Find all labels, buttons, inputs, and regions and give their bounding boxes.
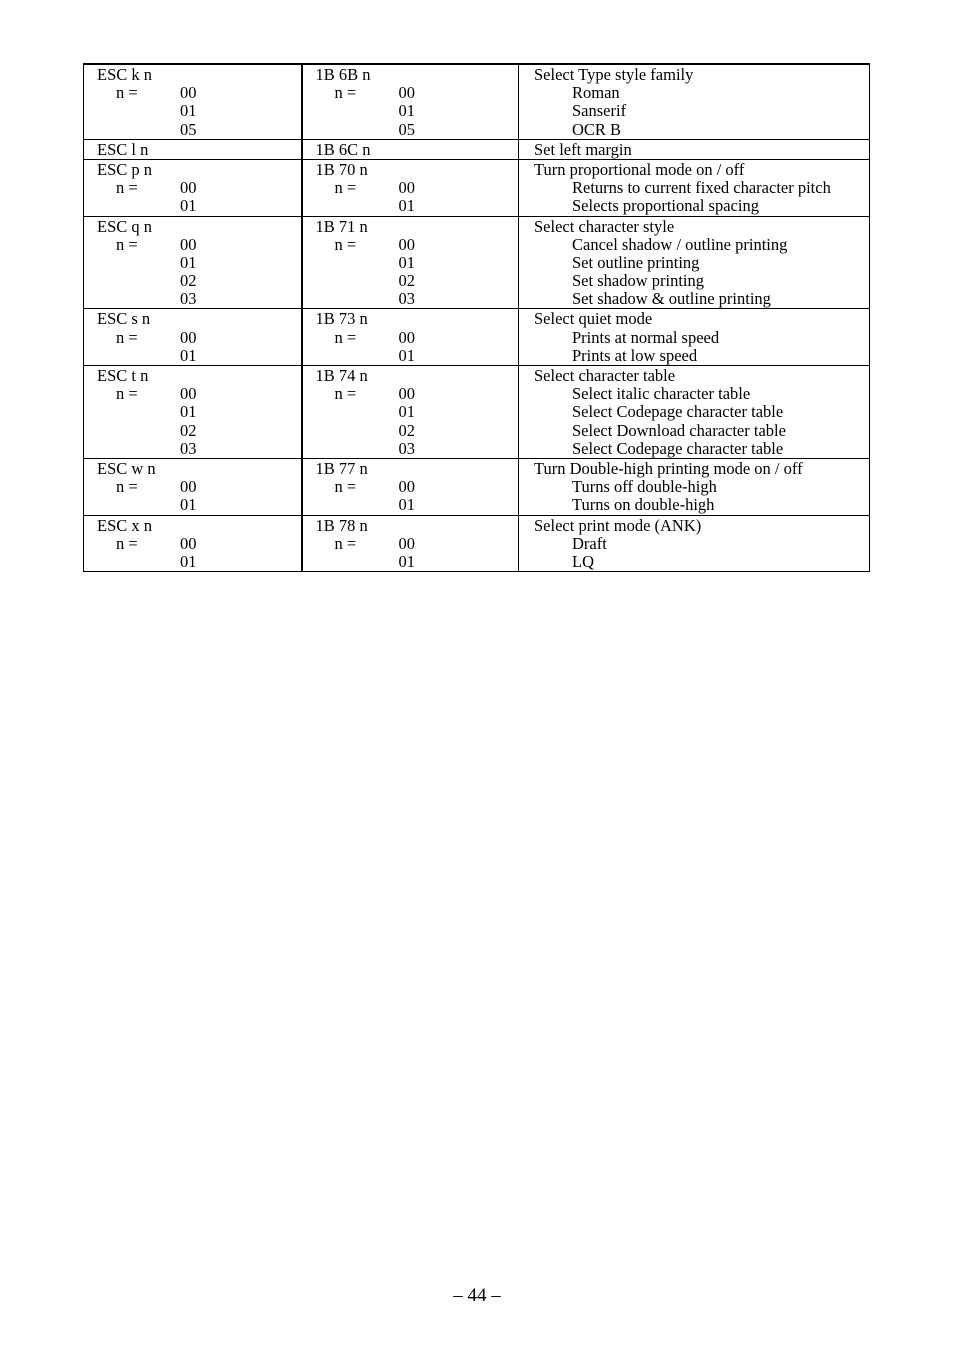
page-number: – 44 –: [453, 1285, 501, 1306]
option-description: Set shadow & outline printing: [572, 289, 771, 309]
parameter-line: [97, 403, 301, 421]
hex-code-cell: [302, 159, 519, 216]
command-row: [84, 515, 870, 572]
parameter-label: n =: [334, 234, 357, 254]
parameter-label: n =: [116, 384, 138, 404]
command-description: Turn proportional mode on / off: [534, 159, 745, 179]
description-cell: [519, 64, 870, 139]
parameter-line: [97, 553, 301, 571]
parameter-label: n =: [334, 533, 357, 553]
escape-sequence-cell: [84, 309, 302, 366]
option-description: Select Codepage character table: [572, 402, 784, 422]
option-description: Set shadow printing: [572, 271, 704, 291]
description-cell: [519, 309, 870, 366]
option-description: Cancel shadow / outline printing: [572, 234, 788, 254]
parameter-value: 00: [398, 327, 415, 347]
parameter-line: [97, 84, 301, 102]
parameter-value: 00: [180, 178, 197, 198]
hex-code-cell: [302, 216, 519, 309]
command-description: Set left margin: [534, 139, 632, 159]
parameter-label: n =: [116, 533, 138, 553]
parameter-line: [316, 496, 519, 514]
parameter-value: 01: [398, 345, 415, 365]
description-cell: [519, 515, 870, 572]
parameter-value: 03: [398, 289, 415, 309]
command-description: Select quiet mode: [534, 309, 653, 329]
parameter-line: [316, 553, 519, 571]
parameter-line: [97, 347, 301, 365]
parameter-label: n =: [116, 178, 138, 198]
escape-sequence-cell: [84, 366, 302, 459]
hex-code-cell: [302, 515, 519, 572]
parameter-line: [97, 440, 301, 458]
parameter-value: 03: [180, 438, 197, 458]
option-description: Selects proportional spacing: [572, 196, 759, 216]
parameter-value: 01: [180, 402, 197, 422]
parameter-value: 00: [398, 384, 415, 404]
parameter-value: 01: [180, 345, 197, 365]
parameter-line: [97, 329, 301, 347]
parameter-line: [316, 179, 519, 197]
parameter-value: 01: [180, 101, 197, 121]
parameter-value: 01: [180, 495, 197, 515]
parameter-value: 03: [398, 438, 415, 458]
parameter-line: [97, 236, 301, 254]
option-description: Turns off double-high: [572, 477, 717, 497]
parameter-value: 00: [398, 178, 415, 198]
option-description: Prints at low speed: [572, 345, 698, 365]
parameter-value: 00: [180, 477, 197, 497]
parameter-line: [97, 102, 301, 120]
command-code: ESC q n: [97, 216, 153, 236]
command-code: 1B 71 n: [315, 216, 368, 236]
parameter-line: [316, 422, 519, 440]
option-description: LQ: [572, 551, 594, 571]
parameter-line: [316, 440, 519, 458]
description-cell: [519, 216, 870, 309]
option-description: Set outline printing: [572, 252, 700, 272]
parameter-label: n =: [334, 327, 357, 347]
option-description: OCR B: [572, 119, 622, 139]
parameter-label: n =: [334, 477, 357, 497]
option-description: Returns to current fixed character pitch: [572, 178, 831, 198]
parameter-line: [97, 272, 301, 290]
escape-sequence-cell: [84, 159, 302, 216]
description-cell: [519, 139, 870, 159]
hex-code-cell: [302, 366, 519, 459]
parameter-line: [97, 121, 301, 139]
parameter-value: 01: [398, 495, 415, 515]
parameter-line: [316, 385, 519, 403]
parameter-line: [316, 403, 519, 421]
parameter-label: n =: [116, 234, 138, 254]
command-row: [84, 64, 870, 139]
command-code: ESC s n: [97, 309, 151, 329]
parameter-line: [316, 290, 519, 308]
parameter-value: 00: [180, 327, 197, 347]
command-description: Turn Double-high printing mode on / off: [534, 458, 803, 478]
command-description: Select character style: [534, 216, 675, 236]
command-code: ESC k n: [97, 65, 153, 84]
parameter-value: 02: [398, 420, 415, 440]
parameter-label: n =: [116, 83, 138, 103]
command-code: 1B 6C n: [315, 139, 371, 159]
parameter-value: 03: [180, 289, 197, 309]
command-row: [84, 458, 870, 515]
parameter-value: 02: [398, 271, 415, 291]
command-table-body: [84, 64, 870, 572]
parameter-line: [97, 197, 301, 215]
option-description: Draft: [572, 533, 607, 553]
command-row: [84, 216, 870, 309]
parameter-value: 00: [398, 234, 415, 254]
parameter-value: 00: [180, 533, 197, 553]
parameter-line: [97, 254, 301, 272]
escape-sequence-cell: [84, 458, 302, 515]
escape-sequence-cell: [84, 515, 302, 572]
command-row: [84, 309, 870, 366]
parameter-line: [316, 347, 519, 365]
hex-code-cell: [302, 139, 519, 159]
parameter-label: n =: [116, 477, 138, 497]
parameter-value: 00: [398, 533, 415, 553]
parameter-line: [97, 179, 301, 197]
command-code: 1B 73 n: [315, 309, 368, 329]
parameter-line: [316, 102, 519, 120]
parameter-value: 01: [180, 551, 197, 571]
command-row: [84, 366, 870, 459]
command-code: 1B 70 n: [315, 159, 368, 179]
parameter-label: n =: [334, 384, 357, 404]
parameter-line: [316, 84, 519, 102]
description-cell: [519, 366, 870, 459]
parameter-value: 00: [180, 384, 197, 404]
command-code: ESC p n: [97, 159, 153, 179]
parameter-line: [97, 535, 301, 553]
parameter-label: n =: [116, 327, 138, 347]
command-code: ESC w n: [97, 458, 156, 478]
parameter-line: [316, 535, 519, 553]
command-row: [84, 139, 870, 159]
parameter-line: [316, 254, 519, 272]
option-description: Turns on double-high: [572, 495, 715, 515]
command-description: Select Type style family: [534, 65, 694, 84]
command-code: ESC l n: [97, 139, 149, 159]
parameter-label: n =: [334, 178, 357, 198]
description-cell: [519, 159, 870, 216]
parameter-line: [316, 272, 519, 290]
parameter-value: 00: [398, 83, 415, 103]
parameter-line: [316, 329, 519, 347]
command-row: [84, 159, 870, 216]
hex-code-cell: [302, 64, 519, 139]
option-description: Select italic character table: [572, 384, 751, 404]
parameter-value: 01: [398, 402, 415, 422]
parameter-value: 02: [180, 271, 197, 291]
parameter-value: 01: [398, 551, 415, 571]
description-cell: [519, 458, 870, 515]
command-description: Select print mode (ANK): [534, 515, 702, 535]
parameter-value: 01: [398, 196, 415, 216]
escape-sequence-cell: [84, 216, 302, 309]
parameter-line: [97, 422, 301, 440]
hex-code-cell: [302, 309, 519, 366]
parameter-value: 02: [180, 420, 197, 440]
command-code: 1B 78 n: [315, 515, 368, 535]
command-table: [83, 63, 870, 572]
parameter-line: [97, 290, 301, 308]
option-description: Select Codepage character table: [572, 438, 784, 458]
parameter-line: [316, 236, 519, 254]
parameter-value: 01: [398, 101, 415, 121]
parameter-line: [97, 385, 301, 403]
option-description: Prints at normal speed: [572, 327, 720, 347]
parameter-label: n =: [334, 83, 357, 103]
parameter-value: 01: [398, 252, 415, 272]
command-description: Select character table: [534, 366, 676, 385]
parameter-line: [97, 478, 301, 496]
option-description: Select Download character table: [572, 420, 786, 440]
command-code: ESC t n: [97, 366, 149, 385]
parameter-line: [316, 197, 519, 215]
option-description: Roman: [572, 83, 620, 103]
command-code: 1B 74 n: [315, 366, 368, 385]
command-code: 1B 6B n: [315, 65, 371, 84]
parameter-line: [316, 478, 519, 496]
command-code: 1B 77 n: [315, 458, 368, 478]
parameter-value: 00: [180, 234, 197, 254]
escape-sequence-cell: [84, 139, 302, 159]
escape-sequence-cell: [84, 64, 302, 139]
parameter-line: [97, 496, 301, 514]
parameter-value: 00: [180, 83, 197, 103]
parameter-value: 00: [398, 477, 415, 497]
parameter-value: 01: [180, 196, 197, 216]
parameter-value: 01: [180, 252, 197, 272]
parameter-value: 05: [398, 119, 415, 139]
hex-code-cell: [302, 458, 519, 515]
command-code: ESC x n: [97, 515, 153, 535]
parameter-value: 05: [180, 119, 197, 139]
option-description: Sanserif: [572, 101, 627, 121]
parameter-line: [316, 121, 519, 139]
